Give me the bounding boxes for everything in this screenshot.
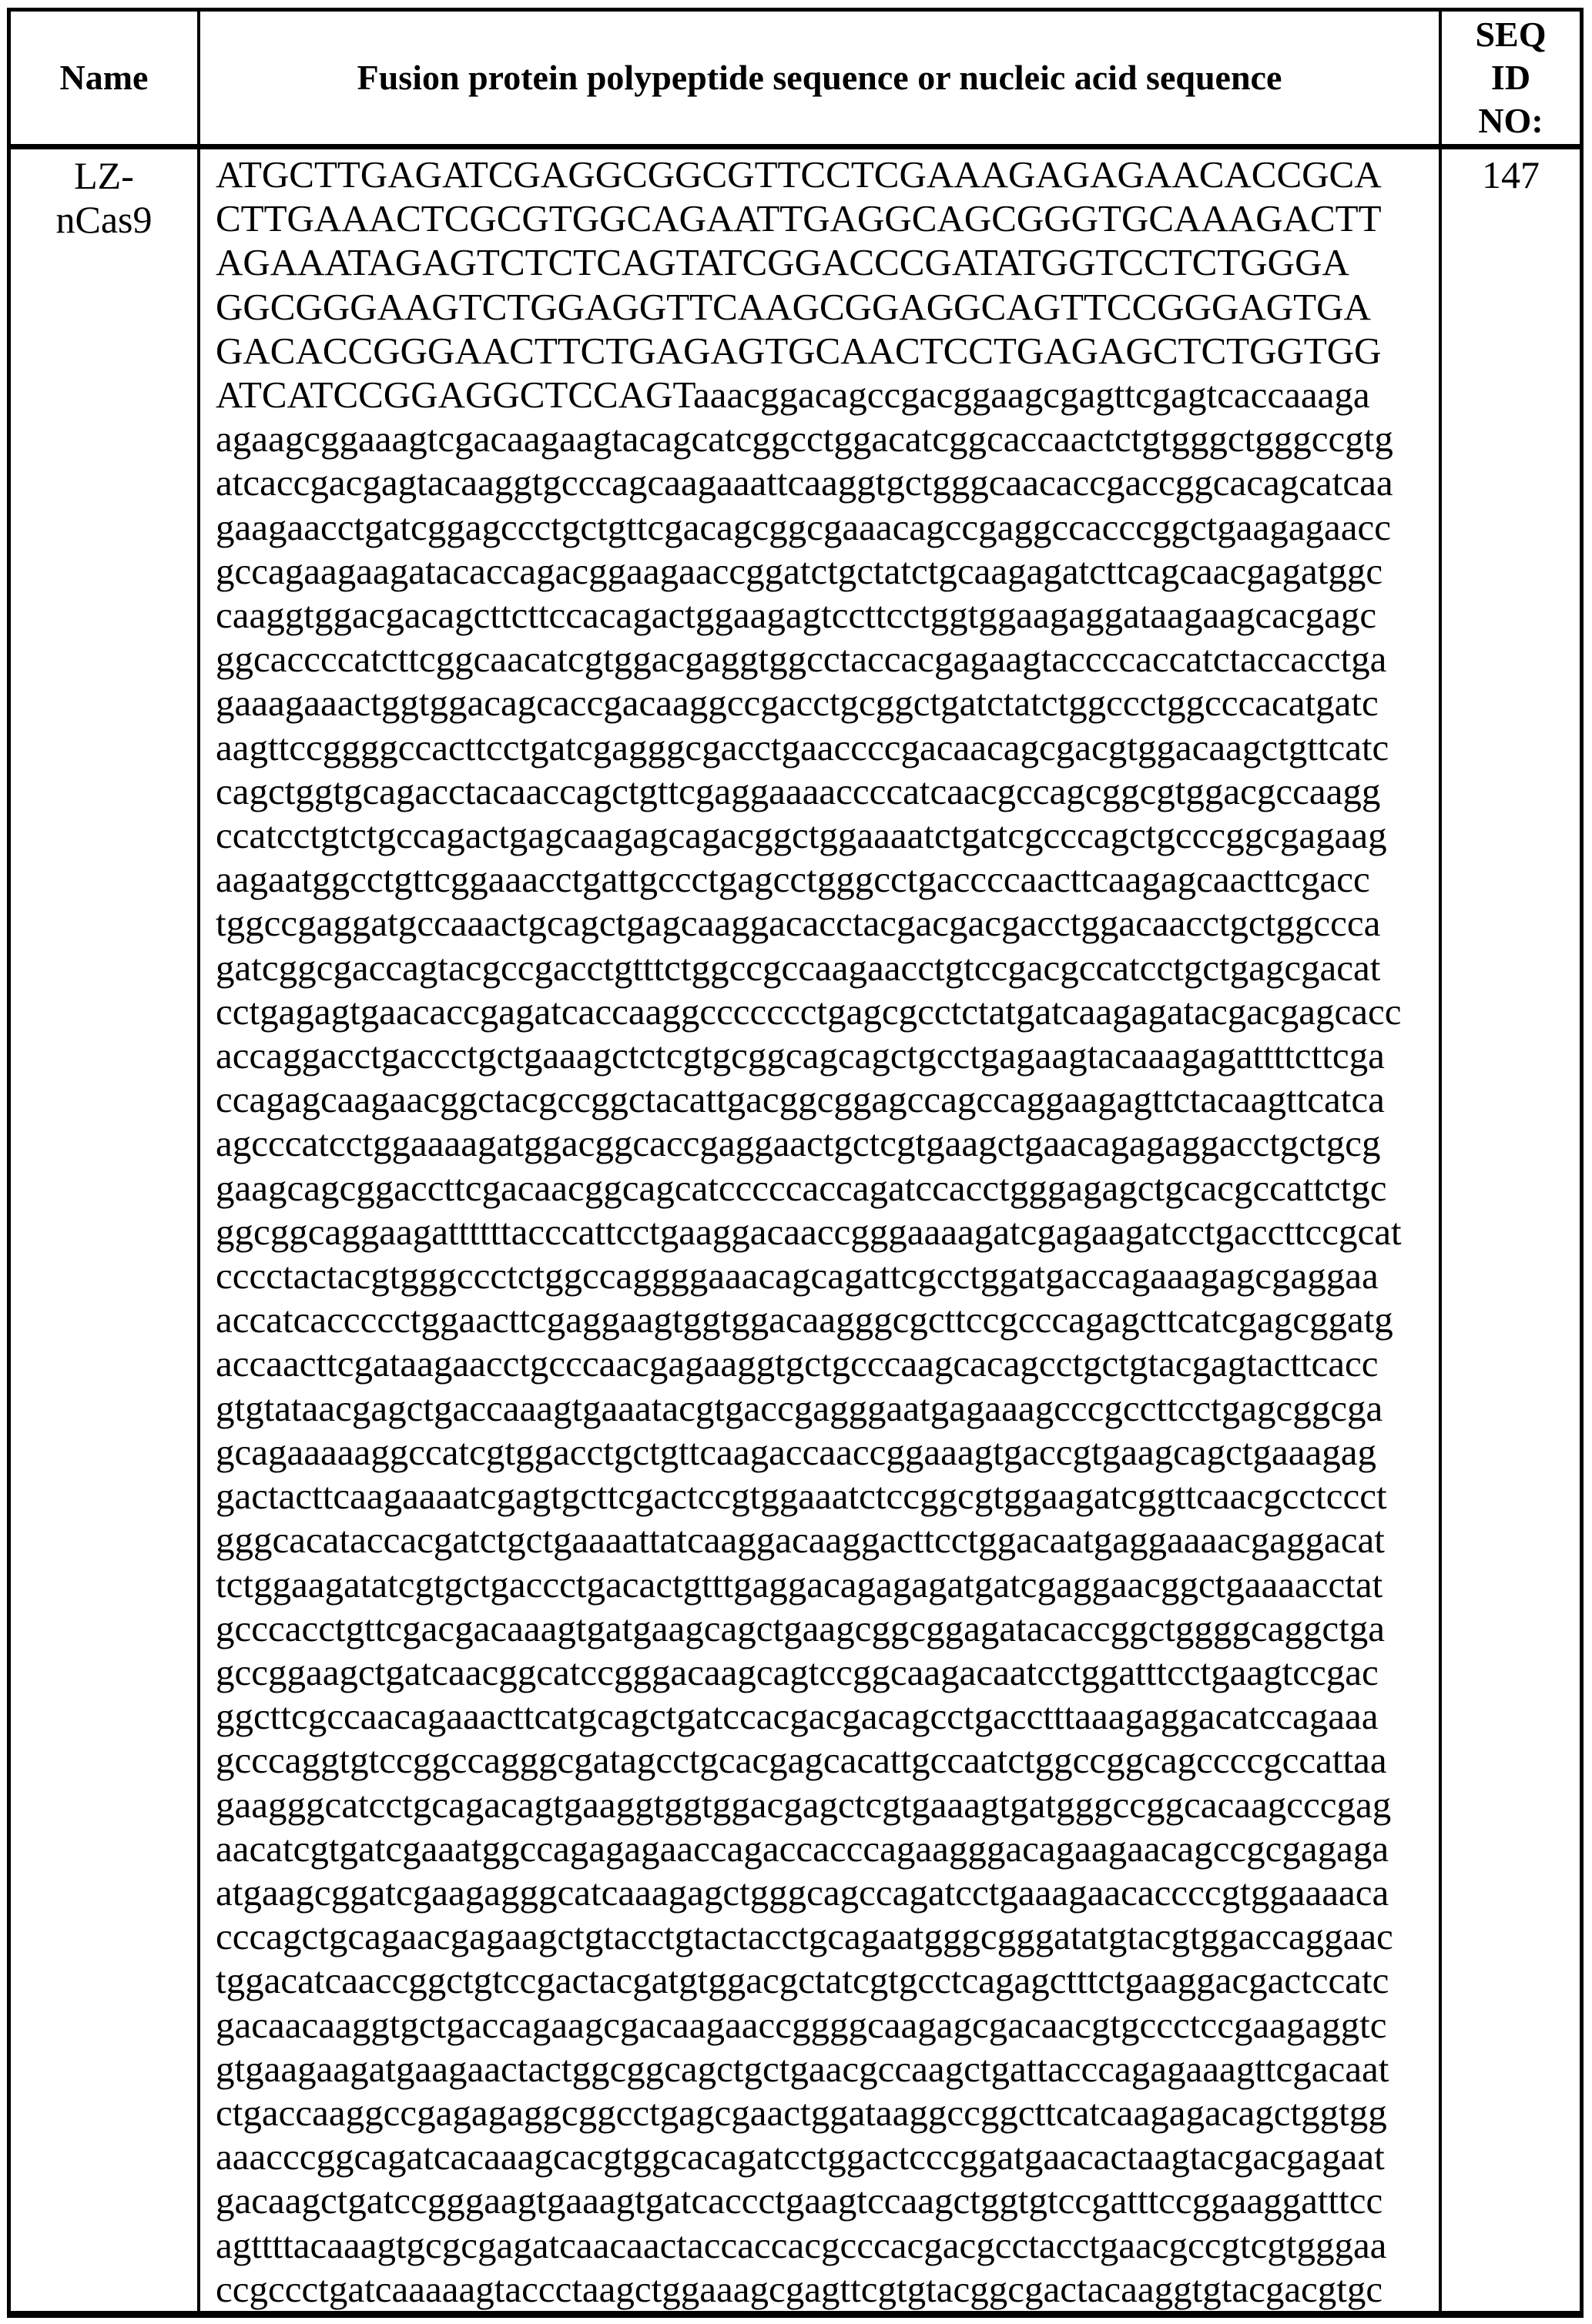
sequence-line: agttttacaaagtgcgcgagatcaacaactaccaccacgcccacgacgcctacctgaacgccgtcgtgggaa — [216, 2223, 1387, 2266]
sequence-line: ccatcctgtctgccagactgagcaagagcagacggctggaaaatctgatcgcccagctgcccggcgagaag — [216, 814, 1387, 857]
sequence-line: tctggaagatatcgtgctgaccctgacactgtttgaggacagagagatgatcgaggaacggctgaaaacctat — [216, 1562, 1383, 1606]
sequence-line: gaaagaaactggtggacagcaccgacaaggccgacctgcggctgatctatctggccctggcccacatgatc — [216, 681, 1379, 725]
sequence-line: cctgagagtgaacaccgagatcaccaaggccccccctgagcgcctctatgatcaagagatacgacgagcacc — [216, 990, 1402, 1033]
sequence-line: gacaagctgatccgggaagtgaaagtgatcaccctgaagtccaagctggtgtccgatttccggaaggatttcc — [216, 2179, 1383, 2222]
sequence-line: gatcggcgaccagtacgccgacctgtttctggccgccaagaacctgtccgacgccatcctgctgagcgacat — [216, 946, 1381, 989]
sequence-line: accatcaccccctggaacttcgaggaagtggtggacaagggcgcttccgcccagagcttcatcgagcggatg — [216, 1298, 1393, 1341]
sequence-listing-table — [7, 8, 1584, 2318]
sequence-line: cagctggtgcagacctacaaccagctgttcgaggaaaaccccatcaacgccagcggcgtggacgccaagg — [216, 769, 1381, 812]
sequence-line: aacatcgtgatcgaaatggccagagagaaccagaccacccagaagggacagaagaacagccgcgagaga — [216, 1827, 1389, 1870]
sequence-line: ATGCTTGAGATCGAGGCGGCGTTCCTCGAAAGAGAGAACACCGCA — [216, 153, 1382, 196]
sequence-line: gcccacctgttcgacgacaaagtgatgaagcagctgaagcggcggagatacaccggctggggcaggctga — [216, 1606, 1385, 1649]
sequence-line: gcccaggtgtccggccagggcgatagcctgcacgagcacattgccaatctggccggcagccccgccattaa — [216, 1739, 1387, 1782]
sequence-line: gggcacataccacgatctgctgaaaattatcaaggacaaggacttcctggacaatgaggaaaacgaggacat — [216, 1519, 1385, 1562]
seq-id-cell — [1442, 149, 1580, 2311]
sequence-line: gccggaagctgatcaacggcatccgggacaagcagtccggcaagacaatcctggatttcctgaagtccgac — [216, 1650, 1379, 1693]
seq-id-column-label: SEQ ID NO: — [1475, 15, 1547, 140]
sequence-line: AGAAATAGAGTCTCTCAGTATCGGACCCGATATGGTCCTCTGGGA — [216, 241, 1349, 284]
sequence-line: gacaacaaggtgctgaccagaagcgacaagaaccggggcaagagcgacaacgtgccctccgaagaggtc — [216, 2003, 1387, 2046]
table-header-row — [11, 12, 1580, 149]
sequence-line: agaagcggaaagtcgacaagaagtacagcatcggcctggacatcggcaccaactctgtgggctgggccgtg — [216, 417, 1393, 460]
sequence-line: aaacccggcagatcacaaagcacgtggcacagatcctggactcccggatgaacactaagtacgacgagaat — [216, 2135, 1385, 2178]
sequence-line: gcagaaaaaggccatcgtggacctgctgttcaagaccaaccggaaagtgaccgtgaagcagctgaaagag — [216, 1430, 1376, 1473]
sequence-line: accaggacctgaccctgctgaaagctctcgtgcggcagcagctgcctgagaagtacaaagagattttcttcga — [216, 1034, 1385, 1077]
sequence-line: tggccgaggatgccaaactgcagctgagcaaggacacctacgacgacgacctggacaacctgctggccca — [216, 902, 1381, 945]
sequence-line: ccagagcaagaacggctacgccggctacattgacggcggagccagccaggaagagttctacaagttcatca — [216, 1078, 1385, 1121]
sequence-line: cccagctgcagaacgagaagctgtacctgtactacctgcagaatgggcgggatatgtacgtggaccaggaac — [216, 1915, 1393, 1958]
nucleic-acid-sequence — [200, 149, 1439, 2311]
sequence-line: GACACCGGGAACTTCTGAGAGTGCAACTCCTGAGAGCTCTGGTGG — [216, 329, 1382, 372]
sequence-line: atgaagcggatcgaagagggcatcaaagagctgggcagccagatcctgaaagaacaccccgtggaaaaca — [216, 1870, 1389, 1914]
name-column-label: Name — [59, 58, 149, 97]
sequence-line: GGCGGGAAGTCTGGAGGTTCAAGCGGAGGCAGTTCCGGGAGTGA — [216, 285, 1371, 328]
sequence-line: ggcaccccatcttcggcaacatcgtggacgaggtggcctaccacgagaagtaccccaccatctaccacctga — [216, 638, 1387, 681]
sequence-line: caaggtggacgacagcttcttccacagactggaagagtccttcctggtggaagaggataagaagcacgagc — [216, 594, 1377, 637]
sequence-line: ggcttcgccaacagaaacttcatgcagctgatccacgacgacagcctgacctttaaagaggacatccagaaa — [216, 1695, 1379, 1738]
sequence-line: ccgccctgatcaaaaagtaccctaagctggaaagcgagttcgtgtacggcgactacaaggtgtacgacgtgc — [216, 2267, 1383, 2310]
sequence-cell — [200, 149, 1442, 2311]
table-row — [11, 149, 1580, 2311]
sequence-line: ctgaccaaggccgagagaggcggcctgagcgaactggataaggccggcttcatcaagagacagctggtgg — [216, 2091, 1387, 2134]
seq-id-number: 147 — [1482, 153, 1540, 196]
sequence-line: gaagaacctgatcggagccctgctgttcgacagcggcgaaacagccgaggccacccggctgaagagaacc — [216, 505, 1391, 548]
header-cell-name — [11, 12, 200, 144]
sequence-line: ATCATCCGGAGGCTCCAGTaaacggacagccgacggaagcgagttcgagtcaccaaaga — [216, 373, 1370, 417]
header-cell-sequence — [200, 12, 1442, 144]
fusion-protein-name: LZ- nCas9 — [55, 154, 152, 241]
sequence-line: gccagaagaagatacaccagacggaagaaccggatctgctatctgcaagagatcttcagcaacgagatggc — [216, 549, 1383, 592]
sequence-line: aagaatggcctgttcggaaacctgattgccctgagcctgggcctgaccccaacttcaagagcaacttcgacc — [216, 858, 1370, 901]
sequence-line: accaacttcgataagaacctgcccaacgagaaggtgctgcccaagcacagcctgctgtacgagtacttcacc — [216, 1342, 1379, 1385]
sequence-line: ggcggcaggaagattttttacccattcctgaaggacaaccgggaaaagatcgagaagatcctgaccttccgcat — [216, 1210, 1402, 1253]
sequence-line: gtgaagaagatgaagaactactggcggcagctgctgaacgccaagctgattacccagagaaagttcgacaat — [216, 2047, 1389, 2090]
sequence-line: atcaccgacgagtacaaggtgcccagcaagaaattcaaggtgctgggcaacaccgaccggcacagcatcaa — [216, 461, 1393, 504]
sequence-line: gactacttcaagaaaatcgagtgcttcgactccgtggaaatctccggcgtggaagatcggttcaacgcctccct — [216, 1475, 1387, 1518]
sequence-line: gtgtataacgagctgaccaaagtgaaatacgtgaccgagggaatgagaaagcccgccttcctgagcggcga — [216, 1386, 1383, 1429]
sequence-line: gaagcagcggaccttcgacaacggcagcatcccccaccagatccacctgggagagctgcacgccattctgc — [216, 1166, 1387, 1209]
sequence-line: CTTGAAACTCGCGTGGCAGAATTGAGGCAGCGGGTGCAAAGACTT — [216, 197, 1382, 240]
sequence-line: tggacatcaaccggctgtccgactacgatgtggacgctatcgtgcctcagagctttctgaaggacgactccatc — [216, 1959, 1389, 2002]
sequence-line: aagttccggggccacttcctgatcgagggcgacctgaaccccgacaacagcgacgtggacaagctgttcatc — [216, 725, 1389, 769]
sequence-line: agcccatcctggaaaagatggacggcaccgaggaactgctcgtgaagctgaacagagaggacctgctgcg — [216, 1122, 1381, 1165]
sequence-line: cccctactacgtgggccctctggccaggggaaacagcagattcgcctggatgaccagaaagagcgaggaa — [216, 1254, 1379, 1298]
sequence-column-label: Fusion protein polypeptide sequence or nucleic acid sequence — [357, 58, 1282, 97]
sequence-line: gaagggcatcctgcagacagtgaaggtggtggacgagctcgtgaaagtgatgggccggcacaagcccgag — [216, 1783, 1392, 1826]
name-cell — [11, 149, 200, 2311]
header-cell-seq-id-no — [1442, 12, 1580, 144]
